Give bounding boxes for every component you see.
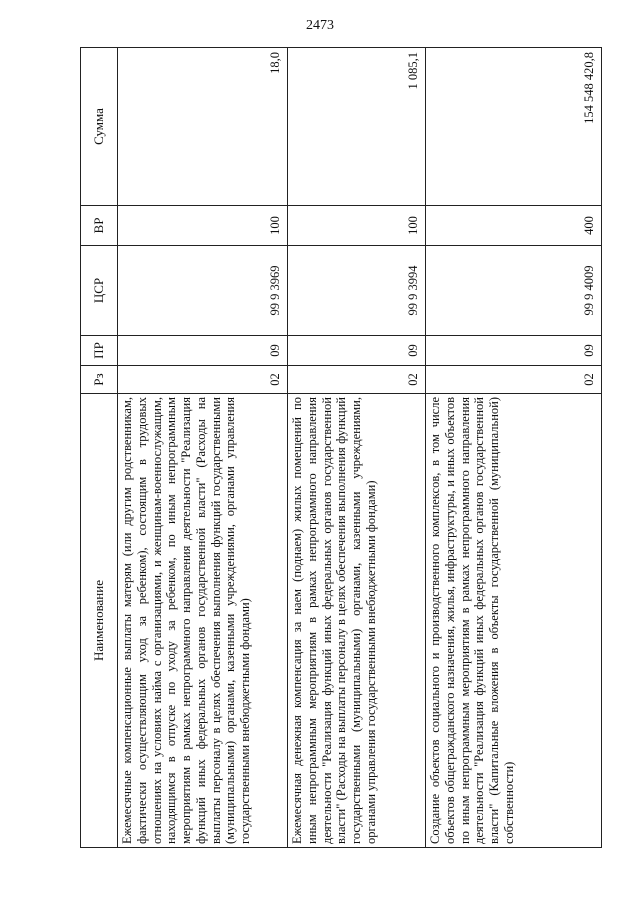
table-header-row [81, 48, 118, 848]
table-row [118, 48, 288, 848]
header-name: Наименование [81, 394, 118, 848]
row-sum: 1 085,1 [288, 48, 426, 206]
row-pr: 09 [118, 336, 288, 366]
header-sum: Сумма [81, 48, 118, 206]
table-row [288, 48, 426, 848]
row-vr: 400 [426, 206, 602, 246]
row-vr: 100 [118, 206, 288, 246]
budget-table [80, 47, 602, 848]
row-csr: 99 9 3994 [288, 246, 426, 336]
row-sum: 154 548 420,8 [426, 48, 602, 206]
row-rz: 02 [118, 366, 288, 394]
rotated-table-wrapper [80, 48, 602, 848]
row-pr: 09 [288, 336, 426, 366]
row-csr: 99 9 3969 [118, 246, 288, 336]
row-vr: 100 [288, 206, 426, 246]
header-csr: ЦСР [81, 246, 118, 336]
row-name: Ежемесячные компенсационные выплаты матерям (или другим родственникам, фактически осуществляющим уход за ребенком), состоящим в трудовых отношениях на условиях найма с организациями, и женщинам-военнослужащим, находящимся в отпуске по уходу за ребенком, по иным непрограммным мероприятиям в рамках непрограммного направления деятельности "Реализация функций иных федеральных органов государственной власти" (Расходы на выплаты персоналу в целях обеспечения выполнения функций государственными (муниципальными) органами, казенными учреждениями, органами управления государственными внебюджетными фондами) [118, 394, 288, 848]
row-csr: 99 9 4009 [426, 246, 602, 336]
row-pr: 09 [426, 336, 602, 366]
row-name: Ежемесячная денежная компенсация за наем (поднаем) жилых помещений по иным непрограммным мероприятиям в рамках непрограммного направления деятельности "Реализация функций иных федеральных органов государственной власти" (Расходы на выплаты персоналу в целях обеспечения выполнения функций государственными (муниципальными) органами, казенными учреждениями, органами управления государственными внебюджетными фондами) [288, 394, 426, 848]
row-sum: 18,0 [118, 48, 288, 206]
table-row [426, 48, 602, 848]
row-rz: 02 [288, 366, 426, 394]
row-name: Создание объектов социального и производственного комплексов, в том числе объектов общегражданского назначения, жилья, инфраструктуры, и иных объектов по иным непрограммным мероприятиям в рамках непрограммного направления деятельности "Реализация функций иных федеральных органов государственной власти" (Капитальные вложения в объекты государственной (муниципальной) собственности) [426, 394, 602, 848]
row-rz: 02 [426, 366, 602, 394]
page-number: 2473 [306, 18, 334, 33]
header-rz: Рз [81, 366, 118, 394]
header-pr: ПР [81, 336, 118, 366]
header-vr: ВР [81, 206, 118, 246]
